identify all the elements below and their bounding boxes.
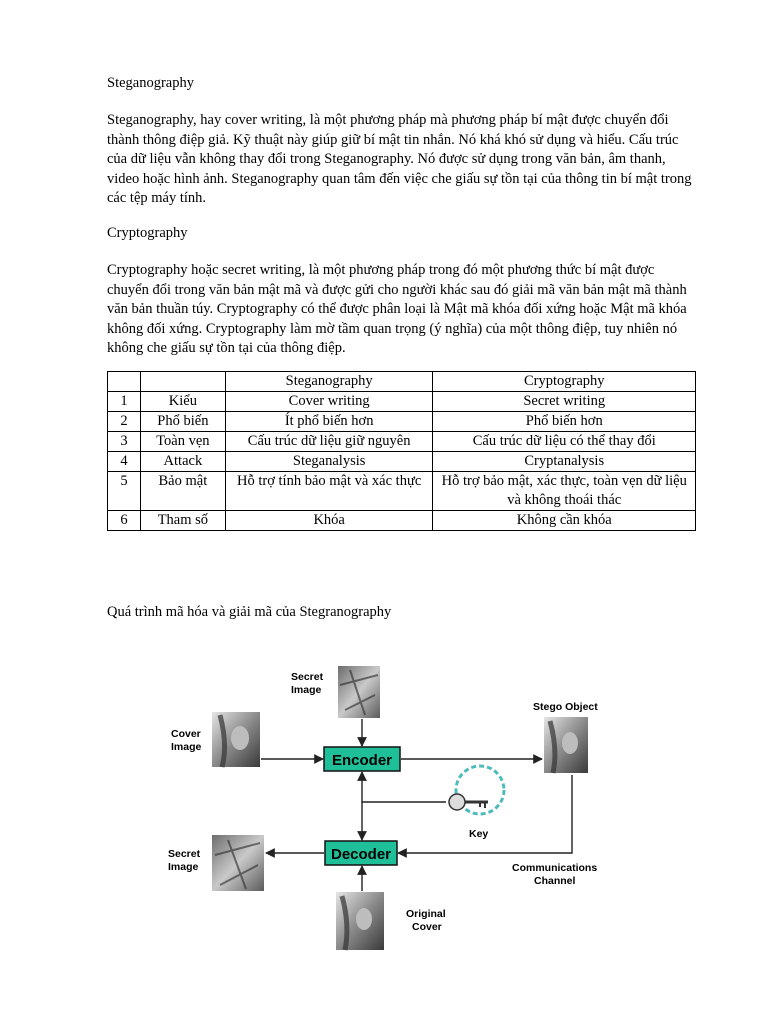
decoder-label: Decoder [330, 846, 392, 863]
label-stego-object: Stego Object [533, 701, 598, 713]
decoder-box [325, 841, 397, 865]
paragraph-steganography: Steganography, hay cover writing, là một phương pháp mà phương pháp bí mật được chuyển đổi thành thông điệp giả. Kỹ thuật này giúp giữ bí mật tin nhắn. Nó khá khó sử dụng và hiểu. Cấu trúc của dữ liệu vẫn không thay đổi trong Steganography. Nó được sử dụng trong văn bản, âm thanh, video hoặc hình ảnh. Steganography quan tâm đến việc che giấu sự tồn tại của thông tin bí mật trong các tệp máy tính. [107, 112, 692, 206]
table-cell: Cấu trúc dữ liệu có thể thay đổi [433, 432, 696, 452]
table-cell: 6 [108, 511, 141, 531]
stego-object-image [544, 717, 588, 773]
table-cell: Cryptanalysis [433, 452, 696, 472]
table-header-cryptography: Cryptography [433, 372, 696, 392]
table-cell: Kiểu [140, 392, 225, 412]
table-cell: 5 [108, 472, 141, 511]
label-secret-image-top-2: Image [291, 684, 322, 696]
table-cell: 3 [108, 432, 141, 452]
table-cell: Ít phổ biến hơn [225, 412, 433, 432]
label-cover-image-1: Cover [171, 728, 201, 740]
table-cell [140, 372, 225, 392]
table-cell: Tham số [140, 511, 225, 531]
encoder-label: Encoder [331, 752, 393, 769]
paragraph-cryptography: Cryptography hoặc secret writing, là một phương pháp trong đó một phương thức bí mật được chuyển đổi trong văn bản mật mã và được gửi cho người khác sau đó giải mã văn bản mật mã thành văn bản thuần túy. Cryptography có thể được phân loại là Mật mã khóa đối xứng hoặc Mật mã khóa không đối xứng. Cryptography làm mờ tầm quan trọng (ý nghĩa) của một thông điệp, tuy nhiên nó không che giấu sự tồn tại của thông điệp. [107, 262, 687, 356]
label-secret-image-top-1: Secret [291, 671, 324, 683]
table-row [108, 472, 696, 511]
table-cell: Khóa [225, 511, 433, 531]
table-cell: Không cần khóa [433, 511, 696, 531]
table-cell: Toàn vẹn [140, 432, 225, 452]
cover-image [212, 712, 260, 767]
label-comm-channel-2: Channel [534, 875, 576, 887]
table-cell: Steganalysis [225, 452, 433, 472]
label-original-cover-1: Original [406, 908, 446, 920]
secret-image-top [338, 666, 380, 718]
table-cell: Bảo mật [140, 472, 225, 511]
comparison-table [107, 371, 696, 531]
key-icon [449, 766, 504, 814]
table-row [108, 392, 696, 412]
table-cell: 4 [108, 452, 141, 472]
table-row [108, 412, 696, 432]
table-cell: Phổ biến [140, 412, 225, 432]
table-cell: Hỗ trợ tính bảo mật và xác thực [225, 472, 433, 511]
steganography-diagram [150, 655, 620, 960]
label-original-cover-2: Cover [412, 921, 442, 933]
table-row [108, 432, 696, 452]
heading-process: Quá trình mã hóa và giải mã của Stegranography [107, 604, 392, 620]
label-cover-image-2: Image [171, 741, 202, 753]
table-cell: Secret writing [433, 392, 696, 412]
heading-steganography: Steganography [107, 75, 194, 91]
table-cell: Phổ biến hơn [433, 412, 696, 432]
table-header-row [108, 372, 696, 392]
table-cell: Attack [140, 452, 225, 472]
table-cell [108, 372, 141, 392]
table-cell: Cover writing [225, 392, 433, 412]
table-row [108, 452, 696, 472]
table-cell: Cấu trúc dữ liệu giữ nguyên [225, 432, 433, 452]
label-secret-image-bottom-1: Secret [168, 848, 201, 860]
label-key: Key [469, 828, 489, 840]
table-cell: 1 [108, 392, 141, 412]
secret-image-bottom [212, 835, 264, 891]
table-header-steganography: Steganography [225, 372, 433, 392]
table-row [108, 511, 696, 531]
label-comm-channel-1: Communications [512, 862, 598, 874]
table-cell: 2 [108, 412, 141, 432]
label-secret-image-bottom-2: Image [168, 861, 199, 873]
heading-cryptography: Cryptography [107, 225, 188, 241]
table-cell: Hỗ trợ bảo mật, xác thực, toàn vẹn dữ liệu và không thoái thác [433, 472, 696, 511]
encoder-box [324, 747, 400, 771]
original-cover-image [336, 892, 384, 950]
